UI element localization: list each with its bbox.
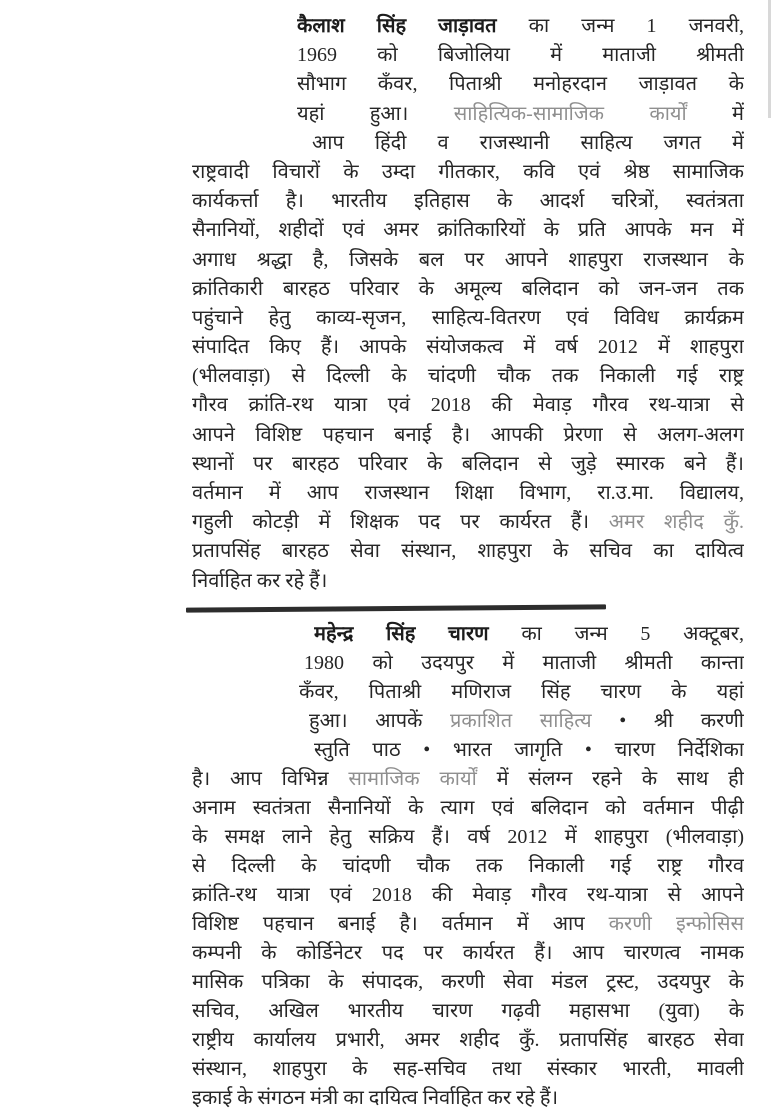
text-line bbox=[192, 765, 744, 794]
text-line bbox=[192, 246, 744, 275]
text-line bbox=[309, 707, 744, 736]
text-segment: में संलग्न रहने के साथ ही bbox=[476, 768, 744, 790]
text-segment: स्तुति पाठ • भारत जागृति • चारण निर्देशिका bbox=[314, 739, 744, 761]
text-segment: गौरव क्रांति-रथ यात्रा एवं 2018 की मेवाड़ गौरव रथ-यात्रा से bbox=[192, 394, 744, 417]
text-segment: 1980 को उदयपुर में माताजी श्रीमती कान्ता bbox=[304, 652, 744, 674]
text-segment: के समक्ष लाने हेतु सक्रिय हैं। वर्ष 2012 में शाहपुरा (भीलवाड़ा) bbox=[192, 826, 744, 848]
text-line bbox=[314, 620, 744, 649]
text-segment: प्रतापसिंह बारहठ सेवा संस्थान, शाहपुरा के सचिव का दायित्व bbox=[192, 540, 744, 563]
text-line bbox=[192, 333, 744, 362]
person-name: महेन्द्र सिंह चारण bbox=[314, 623, 489, 645]
text-line bbox=[192, 852, 744, 881]
text-line bbox=[192, 158, 744, 187]
text-segment: राष्ट्रीय कार्यालय प्रभारी, अमर शहीद कुँ. प्रतापसिंह बारहठ सेवा bbox=[192, 1029, 744, 1051]
text-segment: सौभाग कँवर, पिताश्री मनोहरदान जाड़ावत के bbox=[297, 73, 744, 96]
highlight-phrase: अमर शहीद कुँ. bbox=[608, 511, 744, 534]
text-segment: अगाध श्रद्धा है, जिसके बल पर आपने शाहपुरा राजस्थान के bbox=[192, 248, 744, 271]
text-line bbox=[314, 736, 744, 765]
text-segment: (भीलवाड़ा) से दिल्ली के चांदणी चौक तक निकाली गई राष्ट्र bbox=[192, 365, 744, 388]
text-segment: निर्वाहित कर रहे हैं। bbox=[192, 569, 328, 592]
text-line bbox=[192, 537, 744, 566]
text-line bbox=[192, 1084, 744, 1108]
text-line bbox=[297, 70, 744, 99]
text-line bbox=[192, 823, 744, 852]
text-line bbox=[192, 421, 744, 450]
text-segment: हुआ। आपकें bbox=[309, 710, 451, 732]
text-line bbox=[192, 1055, 744, 1084]
highlight-phrase: साहित्यिक-सामाजिक कार्यों bbox=[453, 102, 687, 125]
text-line bbox=[312, 129, 744, 158]
text-segment: पहुंचाने हेतु काव्य-सृजन, साहित्य-वितरण एवं विविध क्रार्यक्रम bbox=[192, 306, 744, 329]
text-segment: सैनानियों, शहीदों एवं अमर क्रांतिकारियों के प्रति आपके मन में bbox=[192, 219, 744, 242]
text-segment: 1969 को बिजोलिया में माताजी श्रीमती bbox=[297, 44, 744, 67]
section-divider bbox=[186, 604, 606, 612]
text-segment: अनाम स्वतंत्रता सैनानियों के त्याग एवं बलिदान को वर्तमान पीढ़ी bbox=[192, 797, 744, 819]
text-line bbox=[192, 275, 744, 304]
text-segment: मासिक पत्रिका के संपादक, करणी सेवा मंडल ट्रस्ट, उदयपुर के bbox=[192, 971, 744, 993]
text-line bbox=[192, 362, 744, 391]
text-segment: का जन्म 1 जनवरी, bbox=[496, 15, 744, 37]
highlight-phrase: प्रकाशित साहित्य bbox=[450, 710, 592, 732]
text-line bbox=[299, 678, 744, 707]
text-segment: संस्थान, शाहपुरा के सह-सचिव तथा संस्कार भारती, मावली bbox=[192, 1058, 744, 1080]
text-line bbox=[297, 41, 744, 70]
text-line bbox=[192, 479, 744, 508]
text-segment: क्रांति-रथ यात्रा एवं 2018 की मेवाड़ गौरव रथ-यात्रा से आपने bbox=[192, 884, 744, 906]
text-line bbox=[192, 997, 744, 1026]
text-line bbox=[192, 881, 744, 910]
text-line bbox=[192, 304, 744, 333]
text-line bbox=[192, 216, 744, 245]
text-segment: • श्री करणी bbox=[591, 710, 744, 732]
bio-section-mahendra-singh-charan bbox=[192, 620, 744, 1108]
text-segment: कँवर, पिताश्री मणिराज सिंह चारण के यहां bbox=[299, 681, 744, 703]
text-line bbox=[192, 968, 744, 997]
text-line bbox=[304, 649, 744, 678]
text-segment: गहुली कोटड़ी में शिक्षक पद पर कार्यरत हैं। bbox=[192, 511, 609, 534]
text-line bbox=[192, 794, 744, 823]
text-segment: यहां हुआ। bbox=[297, 102, 454, 125]
text-segment: वर्तमान में आप राजस्थान शिक्षा विभाग, रा.उ.मा. विद्यालय, bbox=[192, 482, 744, 504]
text-segment: का जन्म 5 अक्टूबर, bbox=[488, 623, 744, 645]
scan-edge-artifact bbox=[768, 0, 771, 118]
text-segment: क्रांतिकारी बारहठ परिवार के अमूल्य बलिदान को जन-जन तक bbox=[192, 277, 744, 300]
text-line bbox=[192, 1026, 744, 1055]
text-segment: है। आप विभिन्न bbox=[192, 768, 349, 790]
text-segment: आपने विशिष्ट पहचान बनाई है। आपकी प्रेरणा से अलग-अलग bbox=[192, 423, 744, 446]
text-segment: से दिल्ली के चांदणी चौक तक निकाली गई राष्ट्र गौरव bbox=[192, 855, 744, 877]
text-line bbox=[192, 187, 744, 216]
text-segment: सचिव, अखिल भारतीय चारण गढ़वी महासभा (युवा) के bbox=[192, 1000, 744, 1022]
text-segment: राष्ट्रवादी विचारों के उम्दा गीतकार, कवि एवं श्रेष्ठ सामाजिक bbox=[192, 160, 744, 183]
text-line bbox=[192, 508, 744, 537]
text-line bbox=[192, 450, 744, 479]
text-line bbox=[192, 939, 744, 968]
text-segment: विशिष्ट पहचान बनाई है। वर्तमान में आप bbox=[192, 913, 609, 935]
highlight-phrase: सामाजिक कार्यों bbox=[348, 768, 477, 790]
bio-section-kailash-singh-jadawat bbox=[192, 12, 744, 596]
text-line bbox=[192, 910, 744, 939]
text-segment: आप हिंदी व राजस्थानी साहित्य जगत में bbox=[312, 131, 744, 154]
text-segment: स्थानों पर बारहठ परिवार के बलिदान से जुड़े स्मारक बने हैं। bbox=[192, 452, 744, 475]
text-line bbox=[192, 391, 744, 420]
text-segment: इकाई के संगठन मंत्री का दायित्व निर्वाहित कर रहे हैं। bbox=[192, 1087, 559, 1108]
text-line bbox=[192, 567, 744, 596]
text-segment: संपादित किए हैं। आपके संयोजकत्व में वर्ष 2012 में शाहपुरा bbox=[192, 336, 744, 359]
highlight-phrase: करणी इन्फोसिस bbox=[608, 913, 744, 935]
text-segment: कार्यकर्त्ता है। भारतीय इतिहास के आदर्श चरित्रों, स्वतंत्रता bbox=[192, 190, 744, 213]
text-line bbox=[297, 100, 744, 129]
text-line bbox=[297, 12, 744, 41]
person-name: कैलाश सिंह जाड़ावत bbox=[297, 15, 497, 37]
text-segment: में bbox=[686, 102, 744, 125]
text-segment: कम्पनी के कोर्डिनेटर पद पर कार्यरत हैं। आप चारणत्व नामक bbox=[192, 942, 744, 964]
